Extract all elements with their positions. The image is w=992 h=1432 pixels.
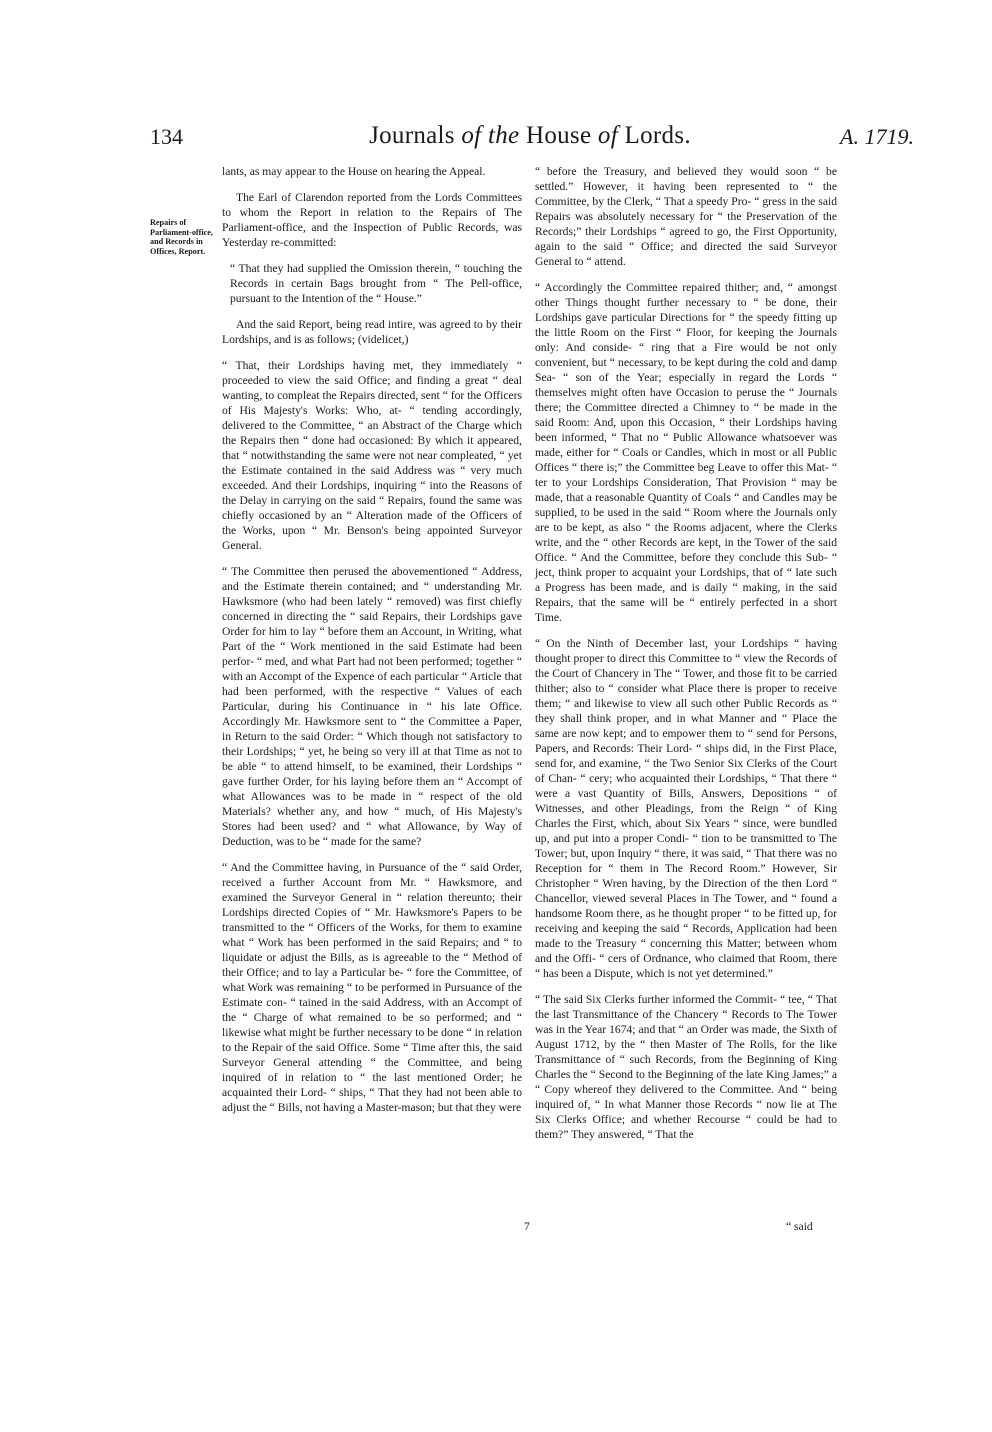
left-paragraph: “ That, their Lordships having met, they immediately “ proceeded to view the said Office; and finding a great “ deal wanting, to compleat the Repairs directed, sent “ for the Officers of His Majesty's Works: Who, at- “ tending accordingly, delivered to the Committee, “ an Abstract of the Charge which the Repairs then “ done had occasioned: By which it appeared, that “ notwithstanding the same were not near compleated, “ yet the Estimate contained in the said Address was “ very much exceeded. And their Lordships, inquiring “ into the Reasons of the Delay in carrying on the said “ Repairs, found the same was chiefly occasioned by an “ Alteration made of the Officers of the Works, upon “ Mr. Benson's being appointed Surveyor General. xyxy=(222,359,522,552)
title-of: of xyxy=(597,122,618,149)
catchword: “ said xyxy=(786,1220,813,1233)
title-journals: Journals xyxy=(369,122,455,149)
margin-note: Repairs of Parliament-office, and Records in Offices, Report. xyxy=(150,218,213,256)
left-column xyxy=(222,164,522,1126)
right-column xyxy=(535,164,837,1153)
left-paragraph: And the said Report, being read intire, was agreed to by their Lordships, and is as follows; (videlicet,) xyxy=(222,318,522,346)
title-lords: Lords. xyxy=(624,122,691,149)
right-paragraph: “ The said Six Clerks further informed the Commit- “ tee, “ That the last Transmittance of the Chancery “ Records to The Tower was in the Year 1674; and that “ an Order was made, the Sixth of August 1712, by the “ then Master of The Rolls, for the like Transmittance of “ such Records, from the Beginning of King Charles the “ Second to the Beginning of the late King James;” a “ Copy whereof they delivered to the Committee. And “ being inquired of, “ In what Manner those Records “ now lie at The Six Clerks Office; and whether Recourse “ could be had to them?” They answered, “ That the xyxy=(535,993,837,1141)
right-paragraph: “ before the Treasury, and believed they would soon “ be settled.” However, it having been represented to “ the Committee, by the Clerk, “ That a speedy Pro- “ gress in the said Repairs was absolutely necessary for “ the Preservation of the Records;” their Lordships “ agreed to go, the First Opportunity, again to the said “ Office; and directed the said Surveyor General to “ attend. xyxy=(535,165,837,268)
left-paragraph: “ The Committee then perused the abovementioned “ Address, and the Estimate therein contained; and “ understanding Mr. Hawksmore (who had been lately “ removed) was first chiefly concerned in directing the “ said Repairs, their Lordships gave Order for him to lay “ before them an Account, in Writing, what Part of the “ Work mentioned in the said Estimate had been perfor- “ med, and what Part had not been performed; together “ with an Accompt of the Expence of each particular “ Article that had been performed, with the respective “ Values of each Particular, during his Continuance in “ his late Office. Accordingly Mr. Hawksmore sent to “ the Committee a Paper, in Return to the said Order: “ Which though not satisfactory to their Lordships; “ yet, he being so very ill at that Time as not to be able “ to attend himself, to be examined, their Lordships “ gave further Order, for his laying before them an “ Accompt of what Allowances was to be made in “ respect of the old Materials? whether any, and how “ much, of His Majesty's Stores had been used? and “ what Allowance, by Way of Deduction, was to be “ made for the same? xyxy=(222,565,522,848)
title-house: House xyxy=(525,122,592,149)
right-paragraph: “ On the Ninth of December last, your Lordships “ having thought proper to direct this Committee to “ view the Records of the Court of Chancery in The “ Tower, and those fit to be carried thither; also to “ consider what Place there is proper to receive them; “ and likewise to view all such other Public Records as “ they shall think proper, and in what Manner and “ Place the same are now kept; and to empower them to “ send for Persons, Papers, and Records: Their Lord- “ ships did, in the First Place, send for, and examine, “ the Two Senior Six Clerks of the Court of Chan- “ cery; who acquainted their Lordships, “ That there “ were a vast Quantity of Bills, Answers, Depositions “ of Witnesses, and other Pleadings, from the Reign “ of King Charles the First, which, about Six Years “ since, were bundled up, and put into a proper Condi- “ tion to be transmitted to The Tower; but, upon Inquiry “ there, it was said, “ That there was no Reception for “ them in The Record Room.” However, Sir Christopher “ Wren having, by the Direction of the then Lord “ Chancellor, viewed several Places in The Tower, and “ found a handsome Room there, as he thought proper “ to be fitted up, for receiving and keeping the said “ Records, Application had been made to the Treasury “ concerning this Matter; between whom and the Offi- “ cers of Ordnance, who claimed that Room, there “ has been a Dispute, which is not yet determined.” xyxy=(535,637,837,980)
title-of-the: of the xyxy=(461,122,520,149)
signature-mark: 7 xyxy=(524,1220,530,1233)
page-header xyxy=(150,122,914,164)
page-number: 134 xyxy=(150,124,183,149)
left-paragraph: The Earl of Clarendon reported from the Lords Committees to whom the Report in relation to the Repairs of The Parliament-office, and the Inspection of Public Records, was Yesterday re-committed: xyxy=(222,191,522,249)
left-paragraph: “ And the Committee having, in Pursuance of the “ said Order, received a further Account from Mr. “ Hawksmore, and examined the Surveyor General in “ relation thereunto; their Lordships directed Copies of “ Mr. Hawksmore's Papers to be transmitted to the “ Officers of the Works, for them to examine what “ Work has been performed in the said Repairs; and “ to liquidate or adjust the Bills, as is agreeable to the “ Method of their Office; and to lay a Particular be- “ fore the Committee, of what Work was remaining “ to be performed in Pursuance of the Estimate con- “ tained in the said Address, with an Accompt of the “ Charge of what remained to be so performed; and “ likewise what might be further necessary to be done “ in relation to the Repair of the said Office. Some “ Time after this, the said Surveyor General attending “ the Committee, and being inquired of in relation to “ the last mentioned Order; he acquainted their Lord- “ ships, “ That they had not been able to adjust the “ Bills, not having a Master-mason; but that they were xyxy=(222,861,522,1114)
left-paragraph: lants, as may appear to the House on hearing the Appeal. xyxy=(222,165,486,178)
left-paragraph: “ That they had supplied the Omission therein, “ touching the Records in certain Bags brought from “ The Pell-office, pursuant to the Intention of the “ House.” xyxy=(230,262,522,305)
year-label: A. 1719. xyxy=(840,124,914,149)
running-title xyxy=(150,122,910,150)
right-paragraph: “ Accordingly the Committee repaired thither; and, “ amongst other Things thought further necessary to “ be done, their Lordships gave particular Directions for “ the speedy fitting up the little Room on the First “ Floor, for keeping the Journals only: And conside- “ ring that a Fire would be not only convenient, but “ necessary, to be kept during the cold and damp Sea- “ son of the Year; especially in regard the Lords “ themselves might often have Occasion to peruse the “ Journals there; the Committee directed a Chimney to “ be made in the said Room: And, upon this Occasion, “ their Lordships having been informed, “ That no “ Public Allowance whatsoever was made, either for “ Coals or Candles, which in most or all Public Offices “ there is;” the Committee beg Leave to offer this Mat- “ ter to your Lordships Consideration, That Provision “ may be made, that a reasonable Quantity of Coals “ and Candles may be supplied, to be used in the said “ Room where the Journals only are to be kept, as also “ the Rooms adjacent, where the Clerks write, and the “ other Records are kept, in the Tower of the said Office. “ And the Committee, before they conclude this Sub- “ ject, think proper to acquaint your Lordships, that of “ late such a Progress has been made, and is daily “ making, in the said Repairs, that the same will be “ entirely perfected in a short Time. xyxy=(535,281,837,624)
